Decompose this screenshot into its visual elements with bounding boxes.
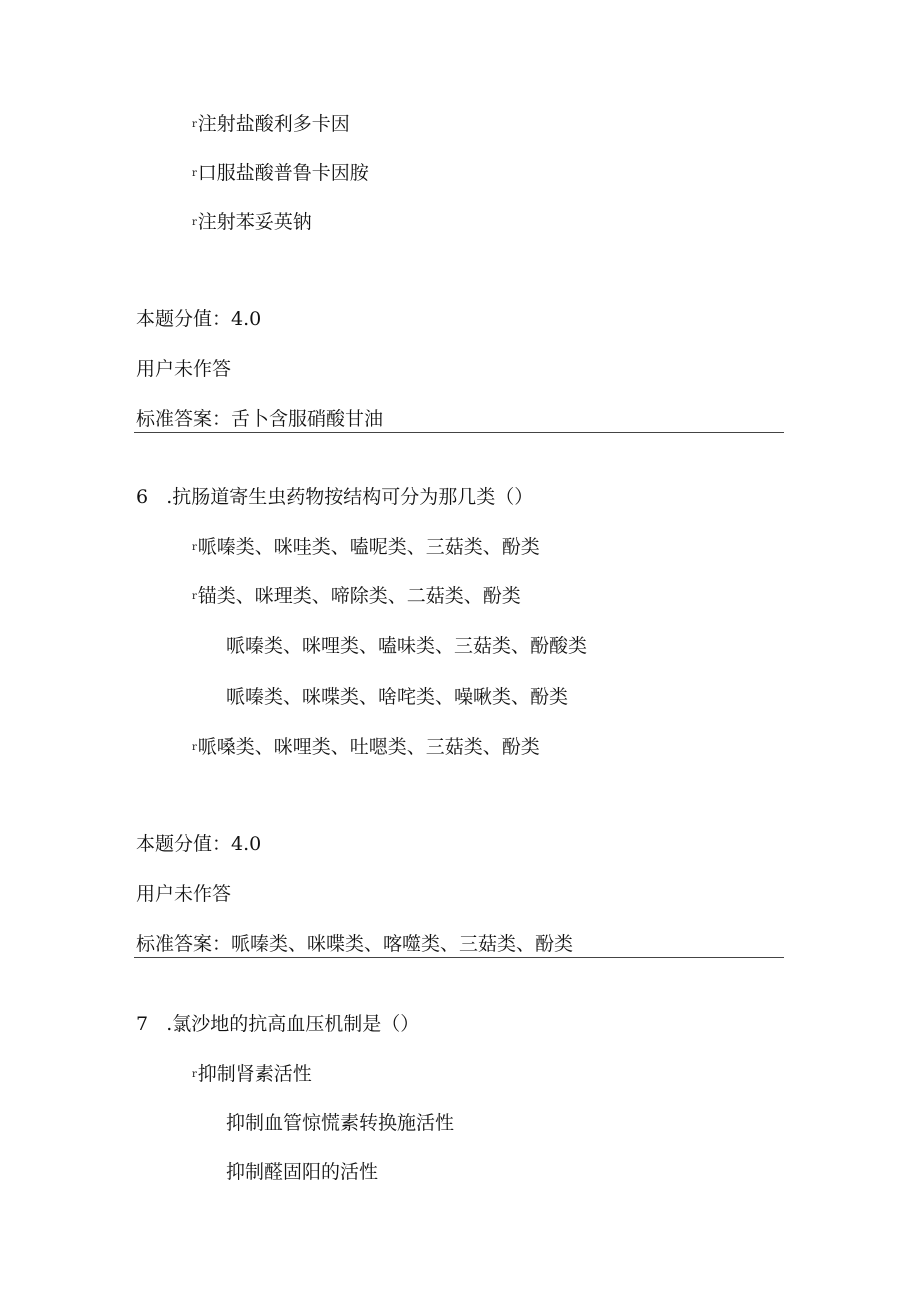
option-label: 抑制醛固阳的活性 — [226, 1161, 379, 1183]
q6-title — [136, 485, 533, 509]
q6-option-2[interactable] — [192, 584, 521, 608]
option-label: 哌嗪类、咪哩类、嗑味类、三菇类、酚酸类 — [226, 635, 588, 657]
q5-score: 本题分值：4.0 — [136, 308, 262, 330]
q6-standard-answer: 标准答案：哌嗪类、咪喋类、喀噬类、三菇类、酚类 — [136, 933, 574, 955]
option-label: 注射苯妥英钠 — [197, 211, 312, 233]
radio-mark-icon: r — [192, 217, 197, 228]
radio-mark-icon: r — [192, 168, 197, 179]
q7-option-3[interactable] — [226, 1160, 378, 1184]
radio-mark-icon: r — [192, 542, 197, 553]
q5-option-3[interactable] — [192, 210, 312, 234]
divider — [134, 957, 784, 958]
q5-option-2[interactable] — [192, 161, 369, 185]
option-label: 抑制肾素活性 — [197, 1063, 312, 1085]
q6-option-3[interactable] — [226, 634, 587, 658]
option-label: 注射盐酸利多卡因 — [197, 113, 350, 135]
question-text: .抗肠道寄生虫药物按结构可分为那几类（） — [166, 486, 534, 508]
q6-option-4[interactable] — [226, 685, 568, 709]
q5-user-status: 用户未作答 — [136, 358, 232, 380]
divider — [134, 432, 784, 433]
question-number: 6 — [136, 486, 149, 508]
option-label: 抑制血管惊慌素转换施活性 — [226, 1112, 455, 1134]
radio-mark-icon: r — [192, 742, 197, 753]
radio-mark-icon: r — [192, 1069, 197, 1080]
question-number: 7 — [136, 1013, 149, 1035]
q7-option-1[interactable] — [192, 1062, 312, 1086]
option-label: 口服盐酸普鲁卡因胺 — [197, 162, 369, 184]
q5-option-1[interactable] — [192, 112, 350, 136]
q6-user-status: 用户未作答 — [136, 883, 232, 905]
option-label: 锚类、咪理类、啼除类、二菇类、酚类 — [197, 585, 521, 607]
q6-option-1[interactable] — [192, 535, 540, 559]
q6-score: 本题分值：4.0 — [136, 833, 262, 855]
question-text: .氯沙地的抗高血压机制是（） — [166, 1013, 420, 1035]
q7-title — [136, 1012, 419, 1036]
q6-option-5[interactable] — [192, 735, 540, 759]
q7-option-2[interactable] — [226, 1111, 454, 1135]
radio-mark-icon: r — [192, 591, 197, 602]
radio-mark-icon: r — [192, 119, 197, 130]
option-label: 哌嗪类、咪哇类、嗑呢类、三菇类、酚类 — [197, 536, 540, 558]
q5-standard-answer: 标准答案：舌卜含服硝酸甘油 — [136, 408, 384, 430]
option-label: 哌嗓类、咪哩类、吐嗯类、三菇类、酚类 — [197, 736, 540, 758]
option-label: 哌嗪类、咪喋类、啥咤类、噪啾类、酚类 — [226, 686, 569, 708]
